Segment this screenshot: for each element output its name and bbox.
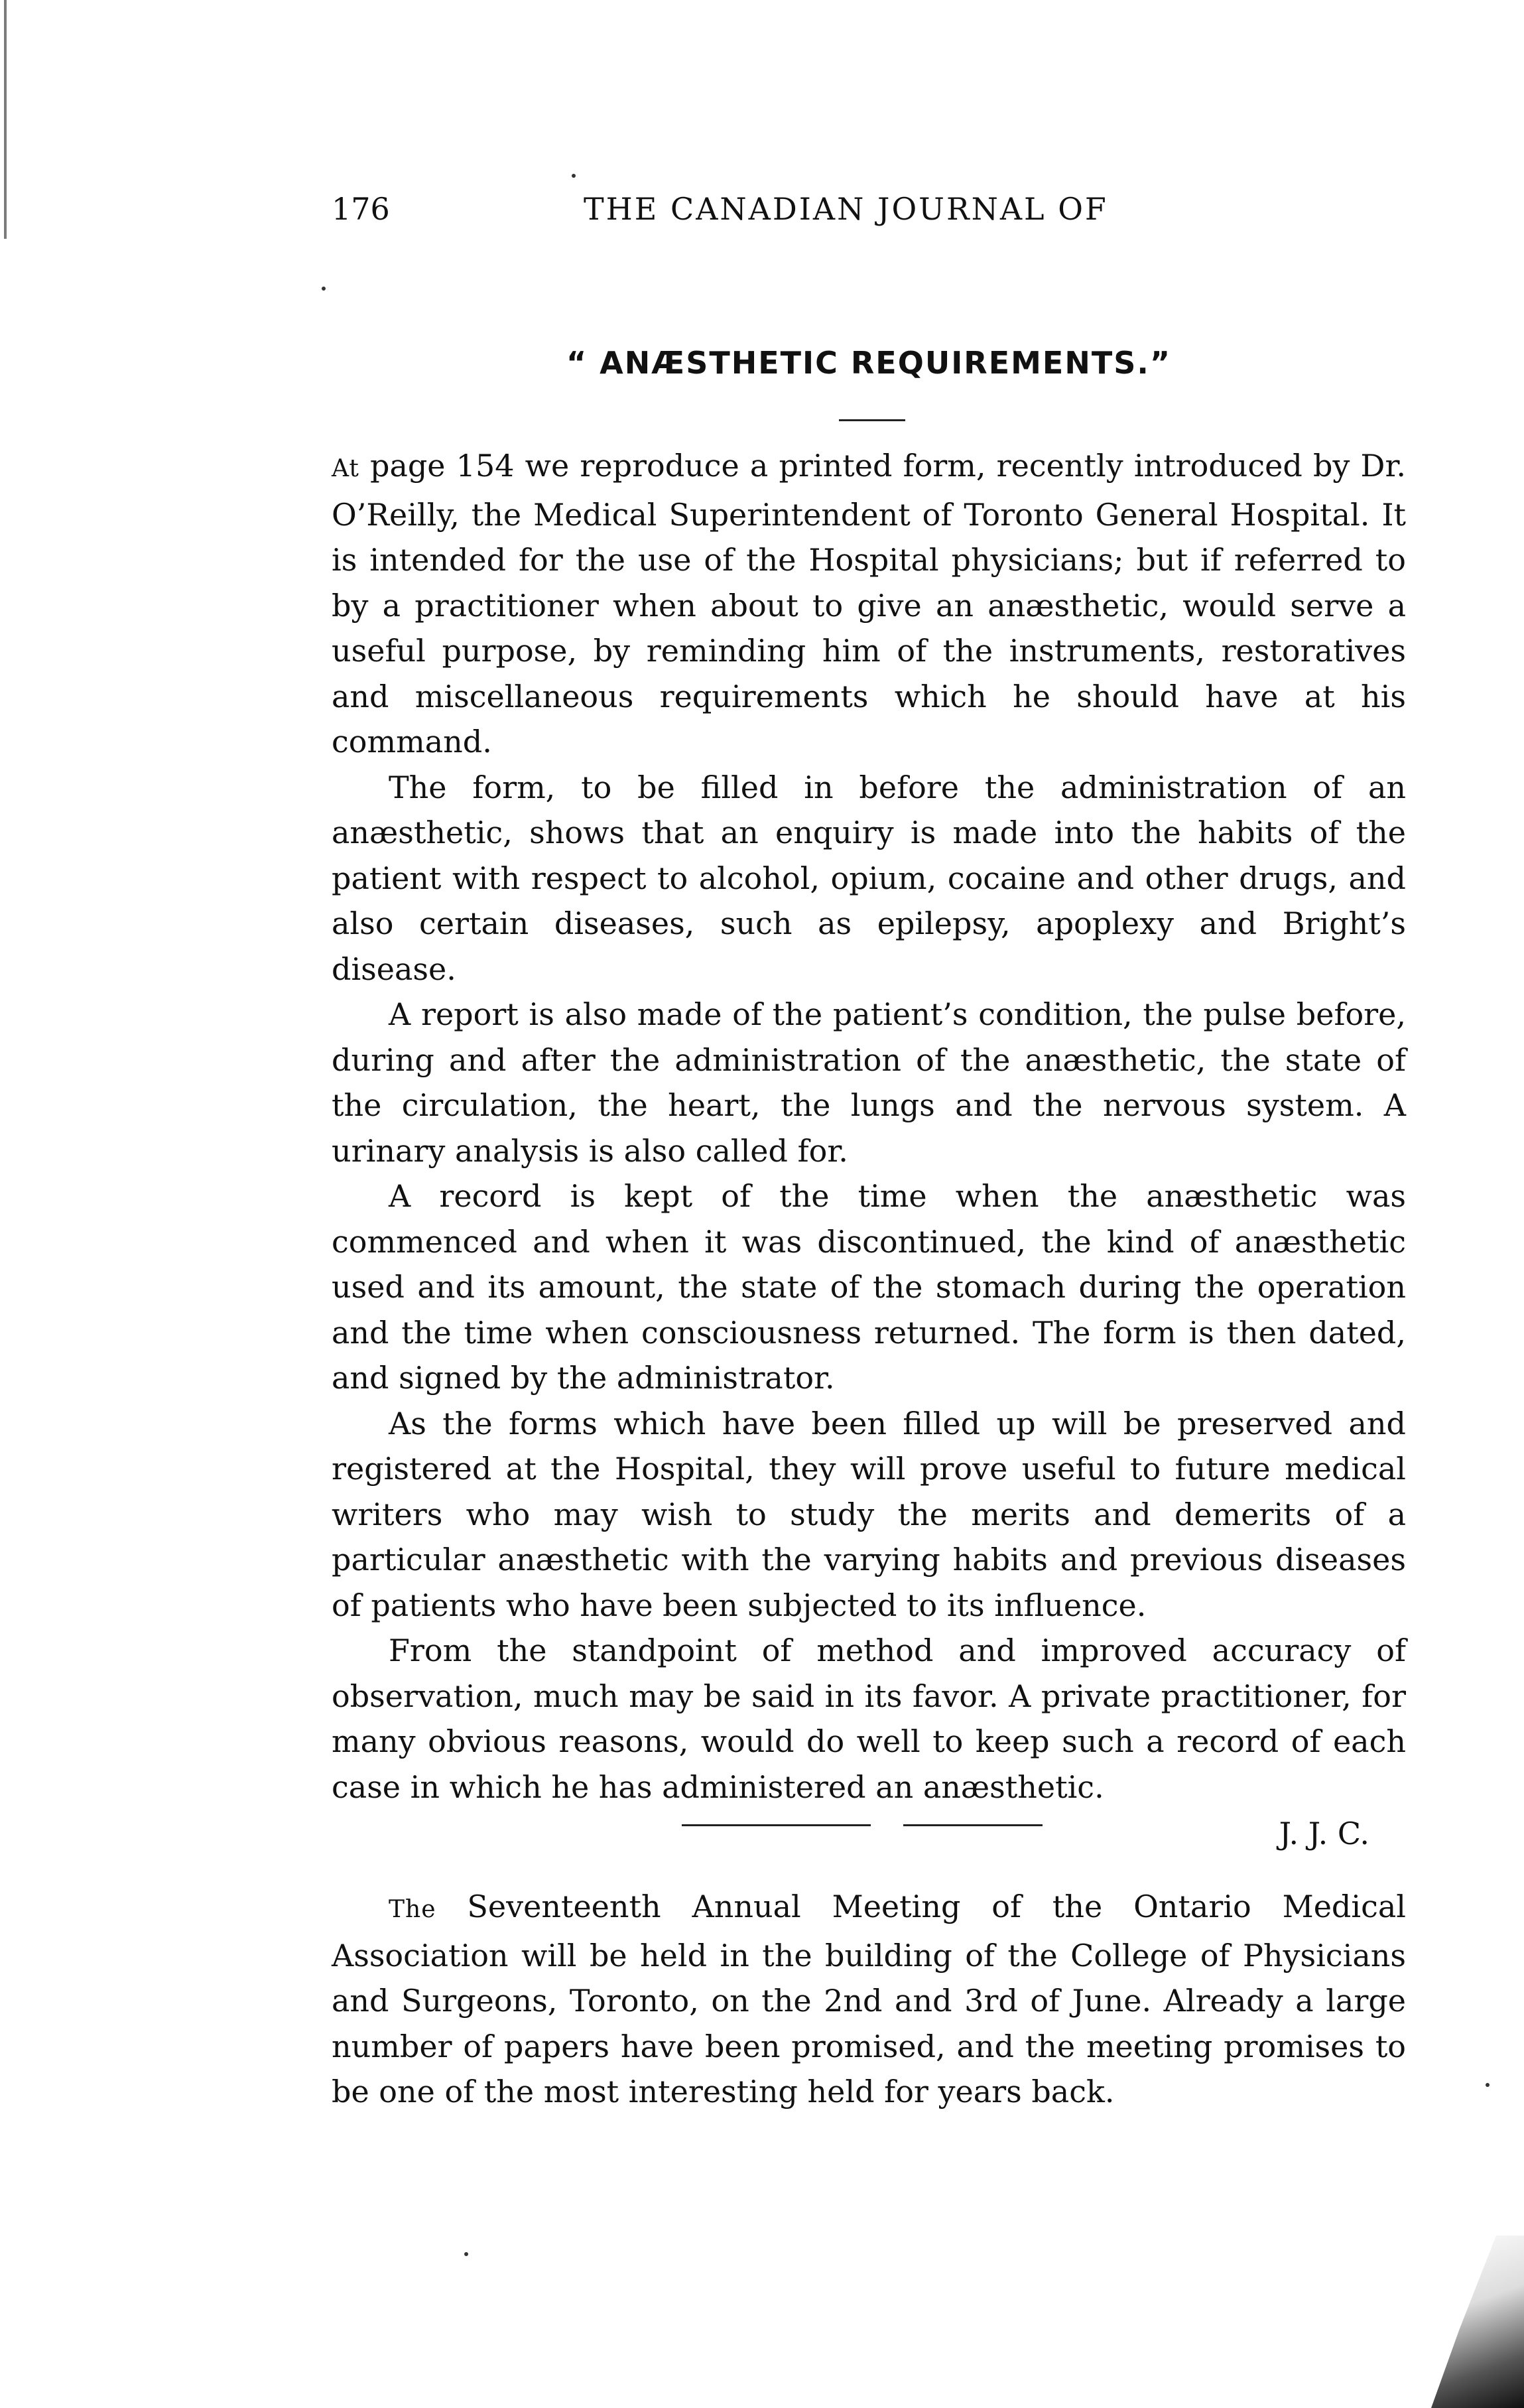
page-number: 176 (332, 191, 390, 227)
running-header (332, 191, 1194, 244)
title-rule (839, 419, 905, 421)
lead-word: The (389, 1896, 436, 1923)
article-paragraph: A record is kept of the time when the anæsthetic was commenced and when it was discontinued, the kind of anæsthetic used and its amount, the state of the stomach during the operation and the time when consciousness returned. The form is then dated, and signed by the administrator. (332, 1178, 1406, 1396)
article-paragraph: As the forms which have been filled up will be preserved and registered at the Hospital, they will prove useful to future medical writers who may wish to study the merits and demerits of a particular anæsthetic with the varying habits and previous diseases of patients who have been subjected to its influence. (332, 1405, 1406, 1623)
scan-speck (572, 174, 576, 178)
scan-speck (464, 2252, 468, 2256)
scan-speck (1486, 2083, 1490, 2087)
article-paragraph: From the standpoint of method and improved accuracy of observation, much may be said in its favor. A private practitioner, for many obvious reasons, would do well to keep such a record of each case in which he has administered an anæsthetic. (332, 1633, 1406, 1805)
author-signature: J. J. C. (1279, 1816, 1369, 1851)
article-paragraph: The form, to be filled in before the administration of an anæsthetic, shows that an enquiry is made into the habits of the patient with respect to alcohol, opium, cocaine and other drugs, and also certain diseases, such as epilepsy, apoplexy and Bright’s disease. (332, 769, 1406, 987)
meeting-notice (332, 1884, 1406, 2115)
scan-edge-mark (4, 0, 7, 239)
paragraph-text: page 154 we reproduce a printed form, recently introduced by Dr. O’Reilly, the Medical Superintendent of Toronto General Hospital. It is intended for the use of the Hospital physicians; but if referred to by a practitioner when about to give an anæsthetic, would serve a useful purpose, by reminding him of the instruments, restoratives and miscellaneous requirements which he should have at his command. (332, 448, 1406, 760)
section-divider-left (682, 1824, 871, 1826)
article-paragraph (332, 443, 1406, 765)
scan-speck (322, 287, 326, 291)
article-title: “ ANÆSTHETIC REQUIREMENTS.” (566, 345, 1172, 381)
lead-word: At (332, 455, 359, 482)
scan-thumb-shadow (1431, 2236, 1524, 2408)
paragraph-text: Seventeenth Annual Meeting of the Ontario Medical Association will be held in the building of the College of Physicians and Surgeons, Toronto, on the 2nd and 3rd of June. Already a large number of papers have been promised, and the meeting promises to be one of the most interesting held for years back. (332, 1889, 1406, 2109)
section-divider-right (903, 1824, 1043, 1826)
article-paragraph: A report is also made of the patient’s condition, the pulse before, during and after the administration of the anæsthetic, the state of the circulation, the heart, the lungs and the nervous system. A urinary analysis is also called for. (332, 996, 1406, 1169)
article-body (332, 443, 1406, 1857)
notice-paragraph (332, 1884, 1406, 2115)
journal-running-head: THE CANADIAN JOURNAL OF (584, 191, 1108, 227)
